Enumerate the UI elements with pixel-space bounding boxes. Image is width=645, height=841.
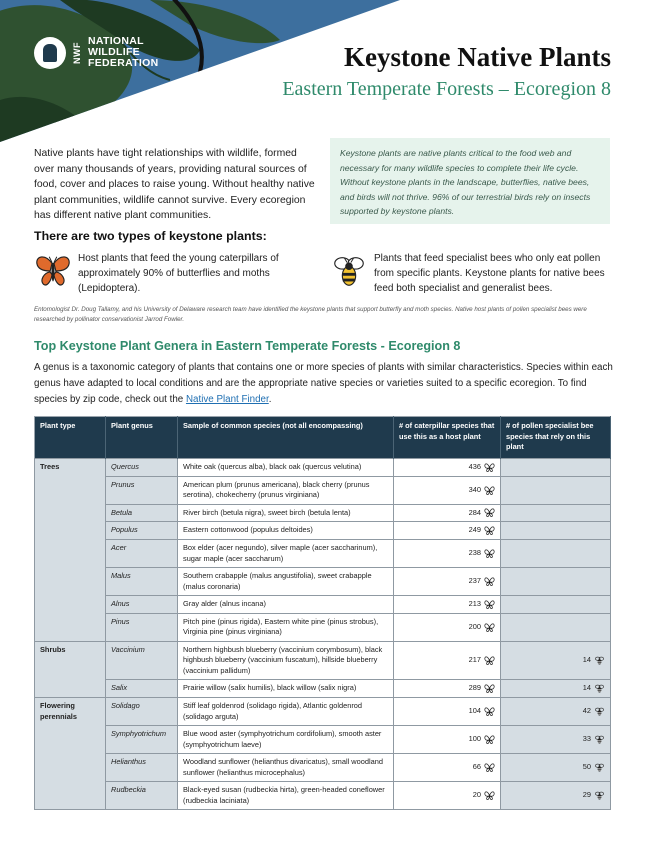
species-cell: River birch (betula nigra), sweet birch (betula lenta) bbox=[178, 504, 394, 522]
plant-genus-cell: Helianthus bbox=[106, 754, 178, 782]
table-row bbox=[35, 782, 611, 810]
caterpillar-count: 436 bbox=[468, 462, 481, 471]
caterpillar-count-cell bbox=[394, 504, 501, 522]
logo-seal-icon bbox=[34, 37, 66, 69]
genus-description: A genus is a taxonomic category of plants that contains one or more species of plants with similar characteristics. Species within each genus have adapted to local conditions and are the appropriate native species or varieties suited to a specific ecoregion. To find species by zip code, check out the Native Plant Finder. bbox=[34, 362, 613, 405]
caterpillar-count: 104 bbox=[468, 706, 481, 716]
research-note: Entomologist Dr. Doug Tallamy, and his University of Delaware research team have identified the keystone plants that support butterfly and moth species. Native host plants of pollen specialist bees were researched by pollinator conservationist Jarrod Fowler. bbox=[34, 306, 587, 323]
species-cell: Woodland sunflower (helianthus divaricatus), small woodland sunflower (helianthus microcephalus) bbox=[178, 754, 394, 782]
table-row bbox=[35, 726, 611, 754]
bee-count-cell bbox=[501, 568, 611, 596]
species-cell: Black-eyed susan (rudbeckia hirta), green-headed coneflower (rudbeckia laciniata) bbox=[178, 782, 394, 810]
table-row bbox=[35, 459, 611, 477]
species-cell: Eastern cottonwood (populus deltoides) bbox=[178, 522, 394, 540]
caterpillar-count: 100 bbox=[468, 734, 481, 744]
caterpillar-count-cell bbox=[394, 782, 501, 810]
bee-count-cell bbox=[501, 459, 611, 477]
butterfly-icon bbox=[484, 600, 495, 609]
bee-count-cell bbox=[501, 680, 611, 698]
table-row bbox=[35, 568, 611, 596]
caterpillar-count-cell bbox=[394, 568, 501, 596]
caterpillar-count: 66 bbox=[472, 762, 481, 772]
table-row bbox=[35, 641, 611, 680]
plant-type-cell: Flowering perennials bbox=[35, 698, 106, 810]
butterfly-icon bbox=[484, 735, 495, 744]
caterpillar-count-cell bbox=[394, 641, 501, 680]
bee-icon bbox=[594, 735, 605, 744]
butterfly-icon bbox=[484, 508, 495, 517]
bee-count: 50 bbox=[582, 762, 591, 772]
caterpillar-count-cell bbox=[394, 754, 501, 782]
species-cell: Southern crabapple (malus angustifolia), sweet crabapple (malus coronaria) bbox=[178, 568, 394, 596]
plant-type-cell: Trees bbox=[35, 459, 106, 642]
plant-genus-cell: Salix bbox=[106, 680, 178, 698]
caterpillar-count-cell bbox=[394, 540, 501, 568]
bee-count: 33 bbox=[582, 734, 591, 744]
intro-paragraph: Native plants have tight relationships with wildlife, formed over many thousands of years, providing natural sources of food, cover and places to raise young. Without healthy native plant communities, wildlife cannot survive. Every ecoregion has different native plant communities. bbox=[34, 148, 315, 222]
caterpillar-count: 284 bbox=[468, 507, 481, 517]
keystone-callout: Keystone plants are native plants critical to the food web and necessary for many wildlife species to complete their life cycle. Without keystone plants in the landscape, butterflies, native bees, and birds will not thrive. 96% of our terrestrial birds rely on insects supported by keystone plants. bbox=[330, 138, 610, 224]
caterpillar-count: 213 bbox=[468, 599, 481, 609]
table-row bbox=[35, 522, 611, 540]
bee-count: 29 bbox=[582, 790, 591, 800]
caterpillar-count-cell bbox=[394, 680, 501, 698]
species-cell: White oak (quercus alba), black oak (quercus velutina) bbox=[178, 459, 394, 477]
bee-type-text: Plants that feed specialist bees who only eat pollen from specific plants. Keystone plants for native bees feed both specialist and generalist bees. bbox=[374, 253, 605, 294]
caterpillar-count-cell bbox=[394, 698, 501, 726]
plant-genus-cell: Betula bbox=[106, 504, 178, 522]
butterfly-icon bbox=[484, 707, 495, 716]
species-cell: Box elder (acer negundo), silver maple (acer saccharinum), sugar maple (acer saccharum) bbox=[178, 540, 394, 568]
caterpillar-count: 289 bbox=[468, 683, 481, 693]
bee-count: 14 bbox=[582, 683, 591, 693]
plant-genus-cell: Quercus bbox=[106, 459, 178, 477]
butterfly-icon bbox=[484, 577, 495, 586]
bee-icon bbox=[594, 684, 605, 693]
caterpillar-count-cell bbox=[394, 522, 501, 540]
header-bee-count: # of pollen specialist bee species that rely on this plant bbox=[501, 417, 611, 459]
bee-icon bbox=[594, 707, 605, 716]
caterpillar-count: 340 bbox=[468, 484, 481, 494]
caterpillar-type-text: Host plants that feed the young caterpillars of approximately 90% of butterflies and moths (Lepidoptera). bbox=[78, 253, 279, 294]
bee-count-cell bbox=[501, 540, 611, 568]
bee-count-cell bbox=[501, 596, 611, 614]
caterpillar-count: 200 bbox=[468, 621, 481, 631]
butterfly-icon bbox=[484, 791, 495, 800]
butterfly-icon bbox=[484, 486, 495, 495]
plant-genus-cell: Vaccinium bbox=[106, 641, 178, 680]
caterpillar-type bbox=[34, 252, 324, 296]
header-plant-genus: Plant genus bbox=[106, 417, 178, 459]
header-plant-type: Plant type bbox=[35, 417, 106, 459]
species-cell: Blue wood aster (symphyotrichum cordifolium), smooth aster (symphyotrichum laeve) bbox=[178, 726, 394, 754]
butterfly-icon bbox=[484, 549, 495, 558]
butterfly-icon bbox=[484, 684, 495, 693]
table-row bbox=[35, 680, 611, 698]
caterpillar-count: 249 bbox=[468, 525, 481, 535]
section-heading: Top Keystone Plant Genera in Eastern Temperate Forests - Ecoregion 8 bbox=[34, 339, 461, 353]
bee-icon bbox=[594, 791, 605, 800]
species-cell: American plum (prunus americana), black cherry (prunus serotina), chokecherry (prunus virginiana) bbox=[178, 476, 394, 504]
butterfly-icon bbox=[484, 656, 495, 665]
bee-count-cell bbox=[501, 476, 611, 504]
plant-genus-cell: Populus bbox=[106, 522, 178, 540]
plant-genus-cell: Pinus bbox=[106, 613, 178, 641]
plant-genus-cell: Symphyotrichum bbox=[106, 726, 178, 754]
table-row bbox=[35, 754, 611, 782]
bee-icon bbox=[594, 763, 605, 772]
types-heading: There are two types of keystone plants: bbox=[34, 229, 267, 243]
bee-count: 42 bbox=[582, 706, 591, 716]
plant-genus-cell: Malus bbox=[106, 568, 178, 596]
butterfly-icon bbox=[484, 463, 495, 472]
page-title: Keystone Native Plants bbox=[344, 42, 611, 72]
caterpillar-count-cell bbox=[394, 596, 501, 614]
bee-count-cell bbox=[501, 504, 611, 522]
bee-icon bbox=[330, 252, 368, 290]
table-row bbox=[35, 698, 611, 726]
species-cell: Northern highbush blueberry (vaccinium corymbosum), black highbush blueberry (vaccinium fuscatum), hillside blueberry (vaccinium pallidum) bbox=[178, 641, 394, 680]
bee-count-cell bbox=[501, 613, 611, 641]
logo-wordmark: NATIONAL WILDLIFE FEDERATION bbox=[88, 35, 159, 69]
caterpillar-count: 238 bbox=[468, 548, 481, 558]
caterpillar-count: 237 bbox=[468, 576, 481, 586]
bee-count-cell bbox=[501, 698, 611, 726]
species-cell: Prairie willow (salix humilis), black willow (salix nigra) bbox=[178, 680, 394, 698]
table-row bbox=[35, 540, 611, 568]
bee-count-cell bbox=[501, 782, 611, 810]
table-row bbox=[35, 596, 611, 614]
caterpillar-count-cell bbox=[394, 476, 501, 504]
plant-genus-cell: Alnus bbox=[106, 596, 178, 614]
plant-genus-cell: Rudbeckia bbox=[106, 782, 178, 810]
bee-count-cell bbox=[501, 726, 611, 754]
header-sample-species: Sample of common species (not all encompassing) bbox=[178, 417, 394, 459]
plant-type-cell: Shrubs bbox=[35, 641, 106, 697]
page-subtitle: Eastern Temperate Forests – Ecoregion 8 bbox=[282, 78, 611, 100]
butterfly-icon bbox=[34, 252, 72, 290]
bee-icon bbox=[594, 656, 605, 665]
plant-genus-cell: Solidago bbox=[106, 698, 178, 726]
logo-acronym: NWF bbox=[72, 41, 82, 64]
table-row bbox=[35, 613, 611, 641]
native-plant-finder-link[interactable]: Native Plant Finder bbox=[185, 393, 269, 405]
butterfly-icon bbox=[484, 623, 495, 632]
bee-count-cell bbox=[501, 522, 611, 540]
hero-image bbox=[0, 0, 400, 142]
species-cell: Gray alder (alnus incana) bbox=[178, 596, 394, 614]
bee-count: 14 bbox=[582, 655, 591, 665]
plant-genus-cell: Acer bbox=[106, 540, 178, 568]
caterpillar-count-cell bbox=[394, 726, 501, 754]
butterfly-icon bbox=[484, 526, 495, 535]
caterpillar-count-cell bbox=[394, 459, 501, 477]
caterpillar-count: 20 bbox=[472, 790, 481, 800]
keystone-genera-table bbox=[34, 416, 611, 810]
species-cell: Stiff leaf goldenrod (solidago rigida), Atlantic goldenrod (solidago arguta) bbox=[178, 698, 394, 726]
header-caterpillar-count: # of caterpillar species that use this as a host plant bbox=[394, 417, 501, 459]
nwf-logo[interactable] bbox=[34, 36, 158, 69]
table-row bbox=[35, 476, 611, 504]
bee-count-cell bbox=[501, 754, 611, 782]
caterpillar-count-cell bbox=[394, 613, 501, 641]
caterpillar-count: 217 bbox=[468, 655, 481, 665]
table-header-row bbox=[35, 417, 611, 459]
plant-genus-cell: Prunus bbox=[106, 476, 178, 504]
bee-type bbox=[330, 252, 612, 296]
bee-count-cell bbox=[501, 641, 611, 680]
hero-leaves-graphic bbox=[0, 0, 400, 142]
table-row bbox=[35, 504, 611, 522]
butterfly-icon bbox=[484, 763, 495, 772]
species-cell: Pitch pine (pinus rigida), Eastern white pine (pinus strobus), Virginia pine (pinus virginiana) bbox=[178, 613, 394, 641]
